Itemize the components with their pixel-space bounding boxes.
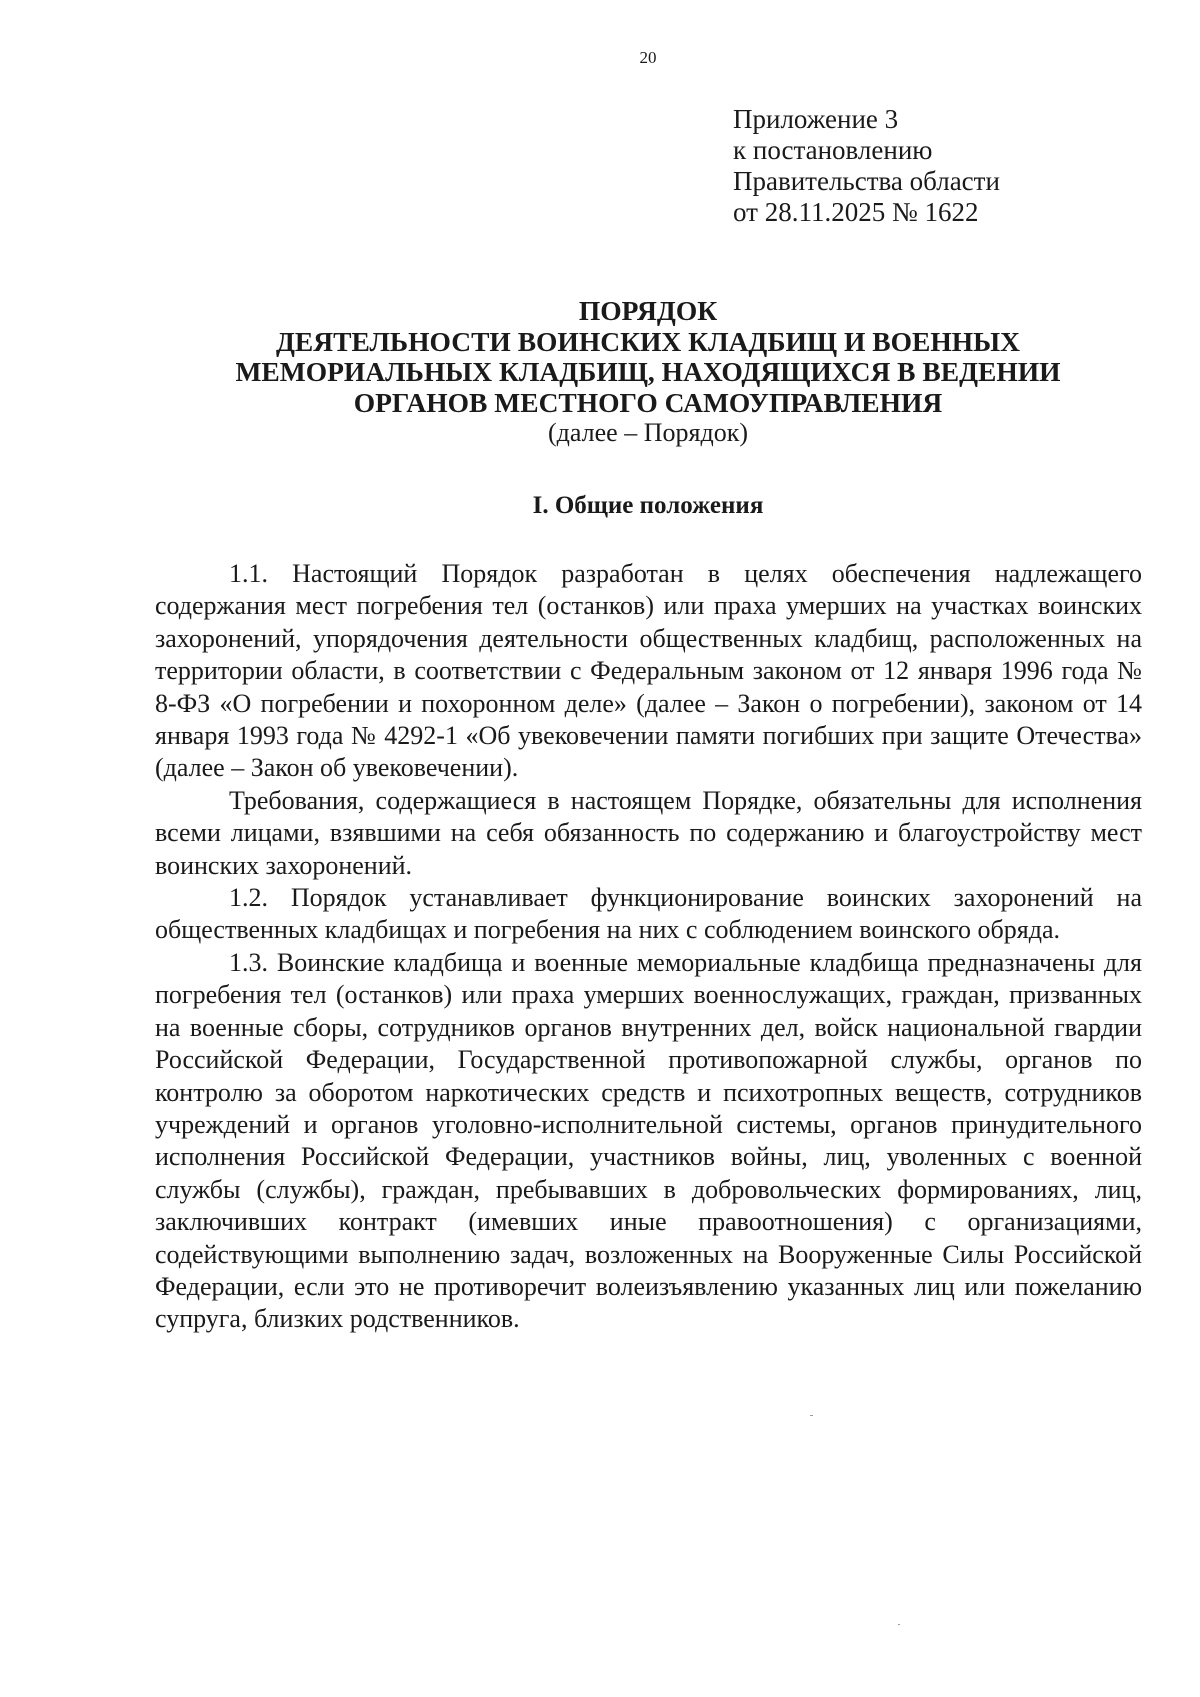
title-line: МЕМОРИАЛЬНЫХ КЛАДБИЩ, НАХОДЯЩИХСЯ В ВЕДЕНИИ	[235, 356, 1061, 387]
title-line: ДЕЯТЕЛЬНОСТИ ВОИНСКИХ КЛАДБИЩ И ВОЕННЫХ	[276, 325, 1020, 357]
appendix-line: Правительства области	[733, 166, 1000, 196]
title-line: ОРГАНОВ МЕСТНОГО САМОУПРАВЛЕНИЯ	[353, 386, 943, 418]
paragraph-requirements: Требования, содержащиеся в настоящем Порядке, обязательны для исполнения всеми лицами, взявшими на себя обязанность по содержанию и благоустройству мест воинских захоронений.	[155, 785, 1142, 880]
appendix-line: к постановлению	[733, 135, 933, 165]
title-line: ПОРЯДОК	[578, 295, 718, 326]
paragraph-1-3: 1.3. Воинские кладбища и военные мемориальные кладбища предназначены для погребения тел (останков) или праха умерших военнослужащих, граждан, призванных на военные сборы, сотрудников органов внутренних дел, войск национальной гвардии Российской Федерации, Государственной противопожарной службы, органов по контролю за оборотом наркотических средств и психотропных веществ, сотрудников учреждений и органов уголовно-исполнительной системы, органов принудительного исполнения Российской Федерации, участников войны, лиц, уволенных с военной службы (службы), граждан, пребывавших в добровольческих формированиях, лиц, заключивших контракт (имевших иные правоотношения) с организациями, содействующими выполнению задач, возложенных на Вооруженные Силы Российской Федерации, если это не противоречит волеизъявлению указанных лиц или пожеланию супруга, близких родственников.	[155, 947, 1142, 1334]
paragraph-1-1: 1.1. Настоящий Порядок разработан в целях обеспечения надлежащего содержания мест погребения тел (останков) или праха умерших на участках воинских захоронений, упорядочения деятельности общественных кладбищ, расположенных на территории области, в соответствии с Федеральным законом от 12 января 1996 года № 8-ФЗ «О погребении и похоронном деле» (далее – Закон о погребении), законом от 14 января 1993 года № 4292-1 «Об увековечении памяти погибших при защите Отечества» (далее – Закон об увековечении).	[155, 559, 1142, 783]
page-number: 20	[639, 48, 657, 67]
section-heading: I. Общие положения	[532, 492, 764, 519]
scan-speck	[898, 1624, 900, 1625]
body-text	[155, 558, 1142, 1336]
document-title	[150, 296, 1146, 448]
appendix-line: Приложение 3	[733, 104, 899, 134]
appendix-reference	[733, 104, 1000, 228]
scan-speck	[810, 1415, 813, 1416]
appendix-date-number: от 28.11.2025 № 1622	[733, 197, 979, 227]
title-note: (далее – Порядок)	[548, 418, 748, 447]
paragraph-1-2: 1.2. Порядок устанавливает функционирование воинских захоронений на общественных кладбищах и погребения на них с соблюдением воинского обряда.	[155, 883, 1142, 945]
